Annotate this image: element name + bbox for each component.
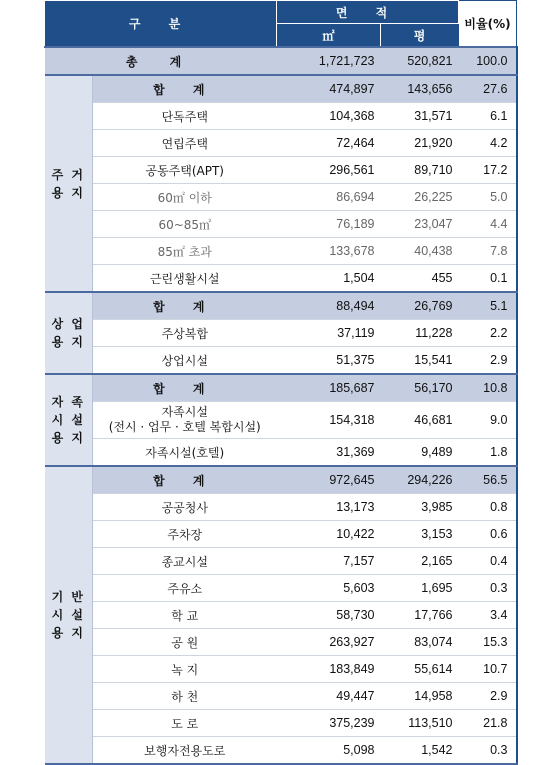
category-label-line: 자 족	[51, 395, 85, 409]
area-pyeong-cell: 17,766	[381, 602, 459, 629]
grand-total-ratio: 100.0	[459, 47, 517, 75]
row-name: 도 로	[93, 710, 277, 737]
area-m2-cell: 31,369	[277, 439, 381, 467]
area-m2-cell: 375,239	[277, 710, 381, 737]
row-name: 85㎡ 초과	[93, 238, 277, 265]
group-sum-row	[45, 292, 517, 320]
area-m2-cell: 185,687	[277, 374, 381, 402]
land-use-area-table	[44, 0, 518, 765]
category-label-line: 용 지	[51, 431, 85, 445]
area-m2-cell: 7,157	[277, 548, 381, 575]
row-name: 단독주택	[93, 103, 277, 130]
grand-total-label: 총 계	[45, 47, 277, 75]
area-m2-cell: 10,422	[277, 521, 381, 548]
category-cell	[45, 374, 93, 466]
ratio-cell: 0.4	[459, 548, 517, 575]
header-m2: ㎡	[277, 24, 381, 48]
area-pyeong-cell: 26,769	[381, 292, 459, 320]
row-name: 상업시설	[93, 347, 277, 375]
table-row	[45, 439, 517, 467]
area-m2-cell: 133,678	[277, 238, 381, 265]
table-row	[45, 211, 517, 238]
area-m2-cell: 72,464	[277, 130, 381, 157]
area-m2-cell: 51,375	[277, 347, 381, 375]
group-sum-row	[45, 374, 517, 402]
ratio-cell: 0.3	[459, 737, 517, 765]
row-name: 종교시설	[93, 548, 277, 575]
table-row	[45, 548, 517, 575]
table-row	[45, 347, 517, 375]
area-pyeong-cell: 3,985	[381, 494, 459, 521]
row-name: 주상복합	[93, 320, 277, 347]
group-sum-row	[45, 75, 517, 103]
ratio-cell: 4.4	[459, 211, 517, 238]
area-pyeong-cell: 1,695	[381, 575, 459, 602]
area-pyeong-cell: 40,438	[381, 238, 459, 265]
category-label-line: 기 반	[51, 590, 85, 604]
row-name-line2: (전시 · 업무 · 호텔 복합시설)	[108, 420, 261, 434]
row-name: 학 교	[93, 602, 277, 629]
area-pyeong-cell: 455	[381, 265, 459, 293]
table-row	[45, 710, 517, 737]
area-pyeong-cell: 143,656	[381, 75, 459, 103]
table-row	[45, 521, 517, 548]
table-row	[45, 656, 517, 683]
ratio-cell: 6.1	[459, 103, 517, 130]
area-pyeong-cell: 89,710	[381, 157, 459, 184]
area-m2-cell: 104,368	[277, 103, 381, 130]
table-row	[45, 575, 517, 602]
area-pyeong-cell: 26,225	[381, 184, 459, 211]
area-m2-cell: 13,173	[277, 494, 381, 521]
area-pyeong-cell: 3,153	[381, 521, 459, 548]
ratio-cell: 10.7	[459, 656, 517, 683]
area-pyeong-cell: 9,489	[381, 439, 459, 467]
header-area: 면 적	[277, 1, 459, 24]
grand-total-pyeong: 520,821	[381, 47, 459, 75]
table-row	[45, 402, 517, 439]
row-name: 보행자전용도로	[93, 737, 277, 765]
header-category: 구 분	[45, 1, 277, 48]
table-row	[45, 265, 517, 293]
area-m2-cell: 972,645	[277, 466, 381, 494]
category-label-line: 용 지	[51, 335, 85, 349]
table-row	[45, 157, 517, 184]
category-label-line: 시 설	[51, 413, 85, 427]
row-name: 주차장	[93, 521, 277, 548]
table-row	[45, 629, 517, 656]
ratio-cell: 15.3	[459, 629, 517, 656]
row-name: 공동주택(APT)	[93, 157, 277, 184]
area-m2-cell: 183,849	[277, 656, 381, 683]
ratio-cell: 2.9	[459, 683, 517, 710]
area-pyeong-cell: 23,047	[381, 211, 459, 238]
area-pyeong-cell: 56,170	[381, 374, 459, 402]
area-m2-cell: 76,189	[277, 211, 381, 238]
table-row	[45, 130, 517, 157]
row-name: 주유소	[93, 575, 277, 602]
table-row	[45, 602, 517, 629]
table-row	[45, 494, 517, 521]
area-pyeong-cell: 55,614	[381, 656, 459, 683]
grand-total-row	[45, 47, 517, 75]
area-m2-cell: 5,098	[277, 737, 381, 765]
row-name: 연립주택	[93, 130, 277, 157]
ratio-cell: 0.1	[459, 265, 517, 293]
row-name: 공 원	[93, 629, 277, 656]
table-row	[45, 103, 517, 130]
area-m2-cell: 37,119	[277, 320, 381, 347]
ratio-cell: 27.6	[459, 75, 517, 103]
ratio-cell: 4.2	[459, 130, 517, 157]
ratio-cell: 56.5	[459, 466, 517, 494]
area-pyeong-cell: 1,542	[381, 737, 459, 765]
area-pyeong-cell: 113,510	[381, 710, 459, 737]
row-name-line1: 자족시설	[161, 405, 208, 419]
ratio-cell: 5.0	[459, 184, 517, 211]
row-name: 녹 지	[93, 656, 277, 683]
area-m2-cell: 154,318	[277, 402, 381, 439]
ratio-cell: 0.3	[459, 575, 517, 602]
ratio-cell: 9.0	[459, 402, 517, 439]
row-name: 자족시설(호텔)	[93, 439, 277, 467]
area-m2-cell: 474,897	[277, 75, 381, 103]
ratio-cell: 17.2	[459, 157, 517, 184]
ratio-cell: 7.8	[459, 238, 517, 265]
table-body	[45, 47, 517, 764]
ratio-cell: 1.8	[459, 439, 517, 467]
ratio-cell: 0.8	[459, 494, 517, 521]
grand-total-m2: 1,721,723	[277, 47, 381, 75]
land-use-table-container	[44, 0, 516, 765]
area-m2-cell: 296,561	[277, 157, 381, 184]
category-label-line: 용 지	[51, 185, 85, 200]
row-name: 60㎡ 이하	[93, 184, 277, 211]
row-name: 하 천	[93, 683, 277, 710]
area-m2-cell: 86,694	[277, 184, 381, 211]
ratio-cell: 5.1	[459, 292, 517, 320]
area-pyeong-cell: 21,920	[381, 130, 459, 157]
ratio-cell: 10.8	[459, 374, 517, 402]
category-cell	[45, 466, 93, 764]
category-cell	[45, 292, 93, 374]
ratio-cell: 21.8	[459, 710, 517, 737]
area-m2-cell: 49,447	[277, 683, 381, 710]
area-pyeong-cell: 83,074	[381, 629, 459, 656]
category-label-line: 용 지	[51, 626, 85, 640]
area-pyeong-cell: 2,165	[381, 548, 459, 575]
area-m2-cell: 263,927	[277, 629, 381, 656]
table-row	[45, 683, 517, 710]
table-row	[45, 320, 517, 347]
table-row	[45, 737, 517, 765]
row-name: 공공청사	[93, 494, 277, 521]
area-pyeong-cell: 14,958	[381, 683, 459, 710]
group-sum-label: 합 계	[93, 292, 277, 320]
group-sum-label: 합 계	[93, 75, 277, 103]
area-m2-cell: 5,603	[277, 575, 381, 602]
category-label-line: 시 설	[51, 608, 85, 622]
ratio-cell: 3.4	[459, 602, 517, 629]
area-pyeong-cell: 294,226	[381, 466, 459, 494]
header-pyeong: 평	[381, 24, 459, 48]
category-label-line: 상 업	[51, 317, 85, 331]
group-sum-row	[45, 466, 517, 494]
ratio-cell: 2.2	[459, 320, 517, 347]
area-pyeong-cell: 15,541	[381, 347, 459, 375]
table-row	[45, 184, 517, 211]
group-sum-label: 합 계	[93, 374, 277, 402]
row-name	[93, 402, 277, 439]
area-m2-cell: 88,494	[277, 292, 381, 320]
ratio-cell: 0.6	[459, 521, 517, 548]
group-sum-label: 합 계	[93, 466, 277, 494]
area-m2-cell: 58,730	[277, 602, 381, 629]
row-name-wrapper	[109, 405, 261, 435]
header-ratio: 비율(%)	[459, 1, 517, 48]
category-label-line: 주 거	[51, 167, 85, 182]
area-m2-cell: 1,504	[277, 265, 381, 293]
area-pyeong-cell: 31,571	[381, 103, 459, 130]
area-pyeong-cell: 11,228	[381, 320, 459, 347]
row-name: 근린생활시설	[93, 265, 277, 293]
area-pyeong-cell: 46,681	[381, 402, 459, 439]
row-name: 60~85㎡	[93, 211, 277, 238]
table-row	[45, 238, 517, 265]
ratio-cell: 2.9	[459, 347, 517, 375]
category-cell	[45, 75, 93, 292]
